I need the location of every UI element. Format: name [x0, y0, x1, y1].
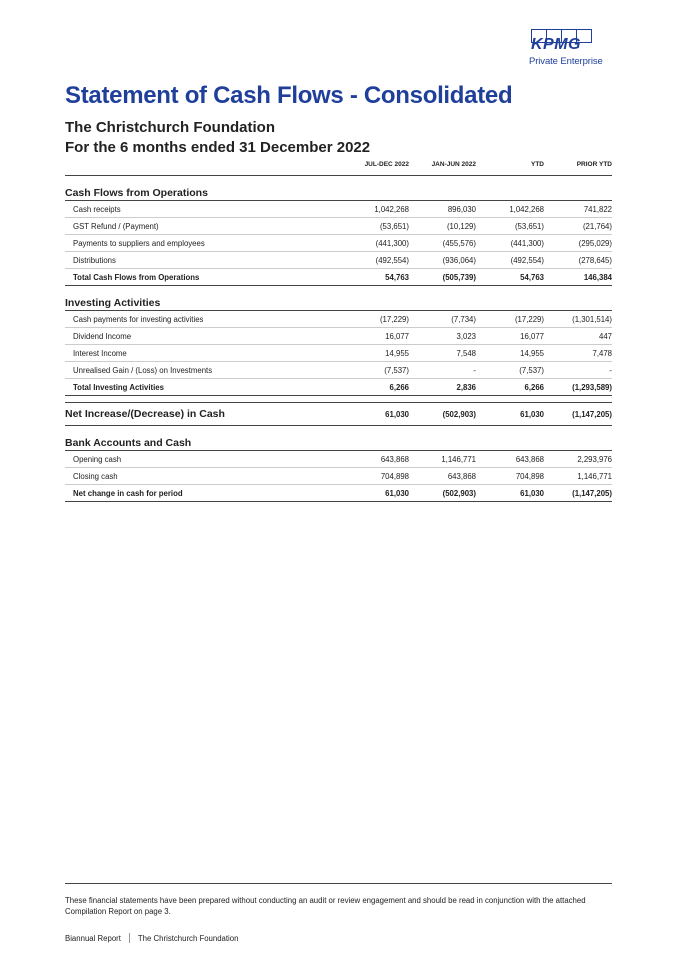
- cell-value: (17,229): [379, 315, 409, 324]
- period-heading: For the 6 months ended 31 December 2022: [65, 139, 371, 156]
- cell-value: -: [473, 366, 476, 375]
- row-label: Unrealised Gain / (Loss) on Investments: [73, 366, 213, 375]
- cell-value: 146,384: [583, 273, 612, 282]
- cell-value: 61,030: [385, 410, 409, 419]
- cell-value: (1,293,589): [572, 383, 612, 392]
- row-label: Distributions: [73, 256, 116, 265]
- cell-value: 61,030: [520, 410, 544, 419]
- cell-value: 1,146,771: [441, 455, 476, 464]
- row-label: Net Increase/(Decrease) in Cash: [65, 408, 225, 420]
- row-label: GST Refund / (Payment): [73, 222, 159, 231]
- cell-value: (441,300): [375, 239, 409, 248]
- cell-value: (53,651): [514, 222, 544, 231]
- cell-value: (1,147,205): [572, 489, 612, 498]
- cell-value: (492,554): [510, 256, 544, 265]
- cell-value: 6,266: [524, 383, 544, 392]
- footer-note: These financial statements have been prepared without conducting an audit or review engagement and should be read in conjunction with the attached Compilation Report on page 3.: [65, 896, 586, 916]
- cell-value: (505,739): [442, 273, 476, 282]
- cell-value: 61,030: [520, 489, 544, 498]
- table-row: [65, 345, 612, 362]
- cell-value: 1,042,268: [374, 205, 409, 214]
- cell-value: 61,030: [385, 489, 409, 498]
- cell-value: (502,903): [442, 489, 476, 498]
- row-label: Opening cash: [73, 455, 122, 464]
- cell-value: 54,763: [385, 273, 409, 282]
- logo-brand: KPMG: [531, 36, 581, 53]
- cell-value: (455,576): [442, 239, 476, 248]
- cell-value: 643,868: [380, 455, 409, 464]
- cell-value: (492,554): [375, 256, 409, 265]
- table-row: [65, 468, 612, 485]
- cell-value: 3,023: [456, 332, 476, 341]
- column-header-row: [65, 161, 612, 176]
- table-row: [65, 235, 612, 252]
- row-label: Total Cash Flows from Operations: [73, 273, 200, 282]
- cell-value: 447: [598, 332, 612, 341]
- column-header: JAN-JUN 2022: [431, 161, 476, 168]
- table-row: [65, 328, 612, 345]
- cell-value: 14,955: [385, 349, 409, 358]
- cell-value: 16,077: [520, 332, 544, 341]
- row-label: Closing cash: [73, 472, 118, 481]
- footer-org-name: The Christchurch Foundation: [137, 933, 239, 943]
- cell-value: 643,868: [515, 455, 544, 464]
- cell-value: 704,898: [380, 472, 409, 481]
- cell-value: 54,763: [520, 273, 544, 282]
- cell-value: -: [609, 366, 612, 375]
- entity-name: The Christchurch Foundation: [65, 119, 275, 136]
- cell-value: (53,651): [379, 222, 409, 231]
- cell-value: 16,077: [385, 332, 409, 341]
- footer-divider: [65, 883, 612, 884]
- row-label: Cash payments for investing activities: [73, 315, 204, 324]
- column-header: YTD: [531, 161, 544, 168]
- cell-value: 7,548: [456, 349, 476, 358]
- cell-value: 741,822: [583, 205, 612, 214]
- row-label: Total Investing Activities: [73, 383, 164, 392]
- table-row: [65, 451, 612, 468]
- section-title-investing: Investing Activities: [65, 297, 612, 311]
- cell-value: 704,898: [515, 472, 544, 481]
- cell-value: 643,868: [447, 472, 476, 481]
- cell-value: (7,537): [519, 366, 544, 375]
- cell-value: 896,030: [447, 205, 476, 214]
- table-row: [65, 362, 612, 379]
- cell-value: (1,147,205): [572, 410, 612, 419]
- cell-value: (278,645): [578, 256, 612, 265]
- cell-value: 6,266: [389, 383, 409, 392]
- cell-value: (10,129): [446, 222, 476, 231]
- cell-value: (502,903): [442, 410, 476, 419]
- cell-value: (441,300): [510, 239, 544, 248]
- footer-report-name: Biannual Report: [65, 933, 121, 943]
- kpmg-logo-mark: [529, 28, 609, 54]
- page-title: Statement of Cash Flows - Consolidated: [65, 82, 513, 109]
- row-label: Cash receipts: [73, 205, 121, 214]
- section-title-operations: Cash Flows from Operations: [65, 187, 612, 201]
- cell-value: (17,229): [514, 315, 544, 324]
- column-header: PRIOR YTD: [576, 161, 612, 168]
- cell-value: (7,537): [384, 366, 409, 375]
- cell-value: 1,146,771: [577, 472, 612, 481]
- cell-value: (936,064): [442, 256, 476, 265]
- row-label: Net change in cash for period: [73, 489, 183, 498]
- total-row-investing: [65, 379, 612, 396]
- table-row: [65, 201, 612, 218]
- net-change-row: [65, 402, 612, 426]
- column-header: JUL-DEC 2022: [364, 161, 409, 168]
- cash-flow-table: [65, 161, 612, 502]
- table-row: [65, 252, 612, 269]
- footer-bottom: [65, 933, 238, 943]
- cell-value: (7,734): [451, 315, 476, 324]
- total-row-operations: [65, 269, 612, 286]
- cell-value: (21,764): [582, 222, 612, 231]
- cell-value: (295,029): [578, 239, 612, 248]
- row-label: Dividend Income: [73, 332, 132, 341]
- table-row: [65, 218, 612, 235]
- cell-value: 2,293,976: [577, 455, 612, 464]
- footer-separator: [129, 933, 130, 943]
- cell-value: 1,042,268: [509, 205, 544, 214]
- section-title-bank: Bank Accounts and Cash: [65, 437, 612, 451]
- cell-value: 7,478: [592, 349, 612, 358]
- total-row-bank: [65, 485, 612, 502]
- table-row: [65, 311, 612, 328]
- logo-subline: Private Enterprise: [529, 56, 603, 67]
- cell-value: (1,301,514): [572, 315, 612, 324]
- row-label: Interest Income: [73, 349, 127, 358]
- cell-value: 2,836: [456, 383, 476, 392]
- cell-value: 14,955: [520, 349, 544, 358]
- row-label: Payments to suppliers and employees: [73, 239, 205, 248]
- kpmg-logo: [529, 28, 609, 67]
